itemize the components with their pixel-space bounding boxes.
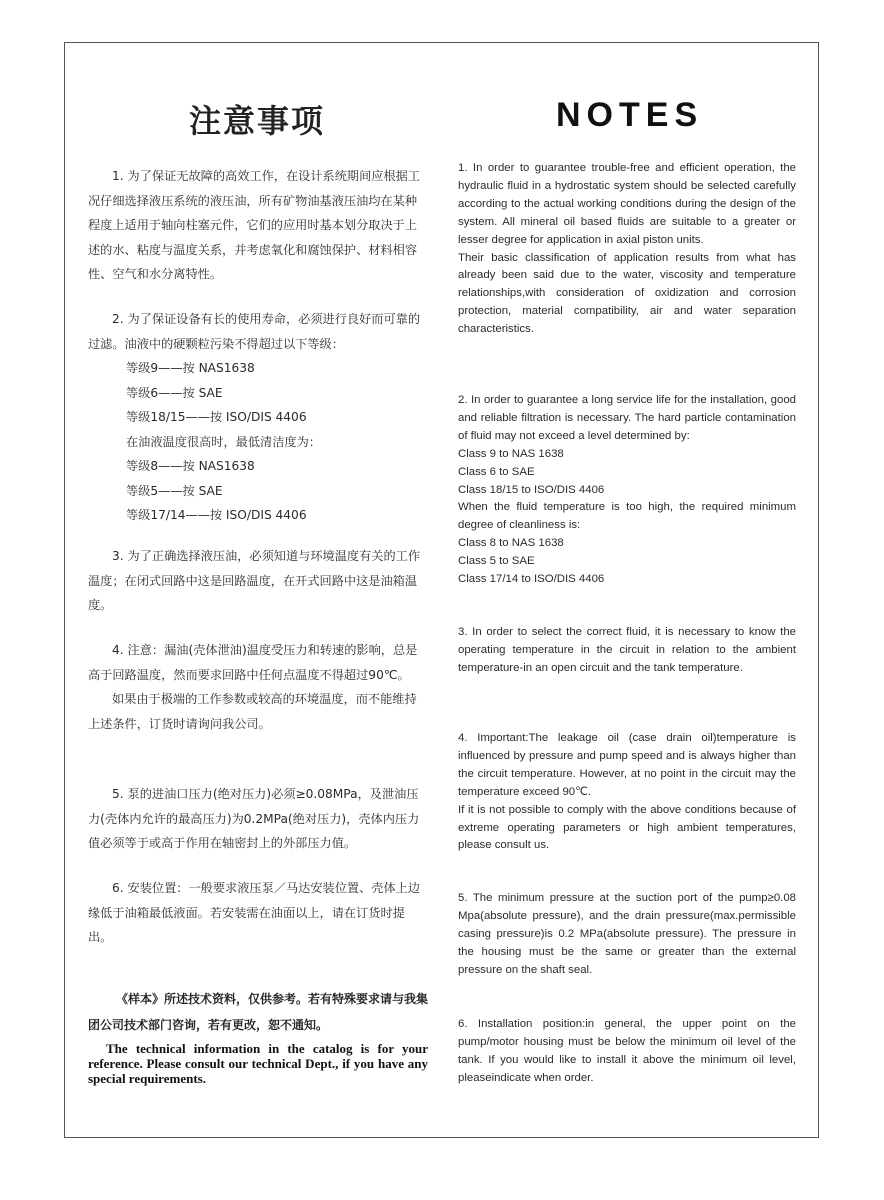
cn-note-3 — [88, 544, 428, 618]
en-class-line: Class 9 to NAS 1638 — [458, 447, 564, 460]
cn-class-line: 等级17/14——按 ISO/DIS 4406 — [126, 508, 307, 522]
cn-class-line: 在油液温度很高时，最低清洁度为： — [126, 434, 321, 449]
en-class-line: Class 18/15 to ISO/DIS 4406 — [458, 483, 605, 496]
en-note-3 — [458, 624, 796, 678]
en-note-4 — [458, 730, 796, 855]
en-note-3-text: 3. In order to select the correct fluid, it is necessary to know the operating temperature in the circuit in relation to the ambient temperature-in an open circuit and the tank temperature. — [458, 626, 796, 674]
cn-class-line: 等级5——按 SAE — [126, 483, 223, 498]
cn-note-5 — [88, 782, 428, 856]
en-note-1-extra: Their basic classification of application results from what has already been said due to the water, viscosity and temperature relationships,with consideration of oxidization and corrosion protection, material compatibility, air and water separation characteristics. — [458, 251, 796, 336]
disclaimer-english — [88, 1041, 428, 1086]
cn-class-line: 等级9——按 NAS1638 — [126, 361, 255, 375]
en-note-6-text: 6. Installation position:in general, the upper point on the pump/motor housing must be below the minimum oil level of the tank. If you would like to install it above the minimum oil level, pleaseindicate when order. — [458, 1018, 796, 1084]
cn-note-4-extra: 如果由于极端的工作参数或较高的环境温度，而不能维持上述条件，订货时请询问我公司。 — [88, 692, 417, 731]
cn-note-6 — [88, 876, 428, 950]
en-note-1-text: 1. In order to guarantee trouble-free and efficient operation, the hydraulic fluid in a hydrostatic system should be selected carefully according to the actual working conditions during the design of the system. All mineral oil based fluids are suitable to a greater or lesser degree for application in axial piston units. — [458, 162, 796, 246]
en-note-2-text: 2. In order to guarantee a long service life for the installation, good and reliable filtration is necessary. The hard particle contamination of fluid may not exceed a level determined by: — [458, 394, 796, 442]
en-class-line: Class 8 to NAS 1638 — [458, 537, 564, 550]
cn-note-6-text: 6. 安装位置：一般要求液压泵／马达安装位置、壳体上边缘低于油箱最低液面。若安装需在油面以上，请在订货时提出。 — [88, 881, 421, 944]
page-title-english: NOTES — [556, 96, 704, 134]
en-note-5-text: 5. The minimum pressure at the suction port of the pump≥0.08 Mpa(absolute pressure), and the drain pressure(max.permissible casing pressure)is 0.2 MPa(absolute pressure). The pressure in the housing must be the same or greater than the external pressure on the shaft seal. — [458, 892, 796, 976]
cn-note-1-text: 1. 为了保证无故障的高效工作，在设计系统期间应根据工况仔细选择液压系统的液压油，所有矿物油基液压油均在某种程度上适用于轴向柱塞元件，它们的应用时基本划分取决于上述的水、粘度与温度关系，并考虑氧化和腐蚀保护、材料相容性、空气和水分离特性。 — [88, 169, 421, 281]
cn-note-4-text: 4. 注意：漏油(壳体泄油)温度受压力和转速的影响，总是高于回路温度，然而要求回路中任何点温度不得超过90℃。 — [88, 643, 418, 682]
disclaimer-chinese-text: 《样本》所述技术资料，仅供参考。若有特殊要求请与我集团公司技术部门咨询，若有更改，恕不通知。 — [88, 992, 429, 1032]
en-note-4-extra: If it is not possible to comply with the above conditions because of extreme operating parameters or high ambient temperatures, please consult us. — [458, 803, 796, 852]
disclaimer-english-text: The technical information in the catalog is for your reference. Please consult our technical Dept., if you have any special requirements. — [88, 1041, 428, 1086]
en-class-line: Class 17/14 to ISO/DIS 4406 — [458, 573, 605, 586]
disclaimer-chinese — [88, 986, 428, 1038]
en-note-5 — [458, 890, 796, 980]
cn-class-line: 等级18/15——按 ISO/DIS 4406 — [126, 410, 307, 424]
en-note-4-text: 4. Important:The leakage oil (case drain oil)temperature is influenced by pressure and pump speed and is always higher than the circuit temperature. However, at no point in the circuit may the temperature exceed 90℃. — [458, 732, 796, 798]
cn-class-line: 等级6——按 SAE — [126, 385, 223, 400]
en-class-line: Class 6 to SAE — [458, 465, 535, 478]
en-note-2 — [458, 392, 796, 589]
cn-note-4 — [88, 638, 428, 736]
cn-note-2-text: 2. 为了保证设备有长的使用寿命，必须进行良好而可靠的过滤。油液中的硬颗粒污染不得超过以下等级： — [88, 312, 421, 351]
en-class-line: When the fluid temperature is too high, the required minimum degree of cleanliness is: — [458, 501, 796, 532]
cn-note-3-text: 3. 为了正确选择液压油，必须知道与环境温度有关的工作温度；在闭式回路中这是回路温度，在开式回路中这是油箱温度。 — [88, 549, 421, 612]
en-note-1 — [458, 160, 796, 339]
en-note-6 — [458, 1016, 796, 1088]
page-title-chinese: 注意事项 — [189, 102, 326, 140]
cn-note-1 — [88, 164, 428, 287]
cn-note-2 — [88, 307, 428, 528]
cn-class-line: 等级8——按 NAS1638 — [126, 459, 255, 473]
en-class-line: Class 5 to SAE — [458, 555, 535, 568]
cn-note-5-text: 5. 泵的进油口压力(绝对压力)必须≥0.08MPa，及泄油压力(壳体内允许的最高压力)为0.2MPa(绝对压力)，壳体内压力值必须等于或高于作用在轴密封上的外部压力值。 — [88, 787, 420, 850]
